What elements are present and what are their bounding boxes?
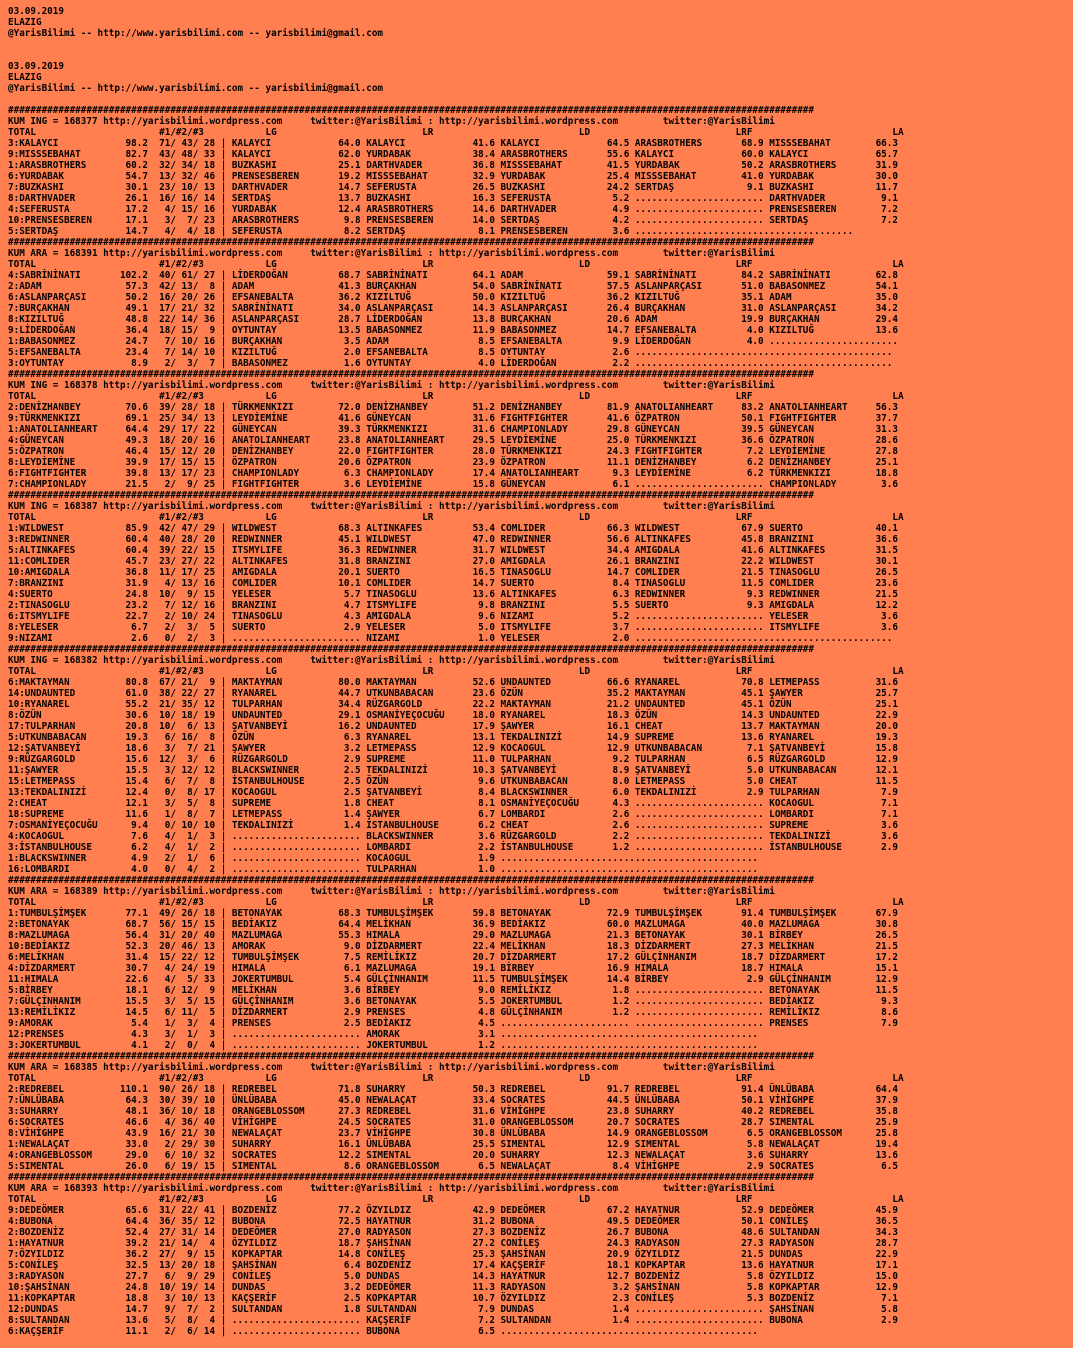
- table-row: 3:İSTANBULHOUSE 6.2 4/ 1/ 2 | ....................... LOMBARDI 2.2 İSTANBULHOUSE 1.2 ....................... İSTANBULHOUSE 2.9: [8, 842, 898, 853]
- table-row: 1:HAYATNUR 39.2 21/ 14/ 4 | ÖZYILDIZ 18.7 ŞAHSİNAN 27.2 CONİLEŞ 24.3 RADYASON 27.3 RADYASON 28.7: [8, 1238, 898, 1249]
- table-row: 6:ASLANPARÇASI 50.2 16/ 20/ 26 | EFSANEBALTA 36.2 KIZILTUĞ 50.0 KIZILTUĞ 36.2 KIZILTUĞ 35.1 ADAM 35.0: [8, 292, 898, 303]
- section-title: KUM ING = 168377 http://yarisbilimi.wordpress.com twitter:@YarisBilimi : http://yarisbilimi.wordpress.com twitter:@YarisBilimi: [8, 116, 775, 127]
- table-row: 5:ALTINKAFES 60.4 39/ 22/ 15 | ITSMYLIFE 36.3 REDWINNER 31.7 WILDWEST 34.4 AMIGDALA 41.6 ALTINKAFES 31.5: [8, 545, 898, 556]
- table-row: 10:ŞAHSİNAN 24.8 10/ 19/ 14 | DUNDAS 3.2 DEDEÖMER 11.3 RADYASON 3.2 ŞAHSİNAN 5.8 KOPKAPTAR 12.9: [8, 1282, 898, 1293]
- table-row: 3:RADYASON 27.7 6/ 9/ 29 | CONİLEŞ 5.0 DUNDAS 14.3 HAYATNUR 12.7 BOZDENİZ 5.8 ÖZYILDIZ 15.0: [8, 1271, 898, 1282]
- table-row: 7:GÜLÇİNHANIM 15.5 3/ 5/ 15 | GÜLÇİNHANIM 3.6 BETONAYAK 5.5 JOKERTUMBUL 1.2 ....................... BEDİAKIZ 9.3: [8, 996, 898, 1007]
- table-row: 1:ARASBROTHERS 60.2 32/ 34/ 18 | BUZKASHI 25.1 DARTHVADER 36.8 MISSSEBAHAT 41.5 YURDABAK 50.2 ARASBROTHERS 31.9: [8, 160, 898, 171]
- table-row: 13:TEKDALINIZİ 12.4 0/ 8/ 17 | KOCAOGUL 2.5 ŞATVANBEYİ 8.4 BLACKSWINNER 6.0 TEKDALINIZİ 2.9 TULPARHAN 7.9: [8, 787, 898, 798]
- table-row: 9:NIZAMI 2.6 0/ 2/ 3 | ....................... NIZAMI 1.0 YELESER 2.0 ..............................................: [8, 633, 893, 644]
- table-row: 10:RYANAREL 55.2 21/ 35/ 12 | TULPARHAN 34.4 RÜZGARGOLD 22.2 MAKTAYMAN 21.2 UNDAUNTED 45.1 ÖZÜN 25.1: [8, 699, 898, 710]
- column-header: TOTAL #1/#2/#3 LG LR LD LRF LA: [8, 1073, 904, 1084]
- section-separator: ################################################################################################################################################: [8, 105, 814, 116]
- column-header: TOTAL #1/#2/#3 LG LR LD LRF LA: [8, 391, 904, 402]
- table-row: 9:AMORAK 5.4 1/ 3/ 4 | PRENSES 2.5 BEDİAKIZ 4.5 ....................... ....................... PRENSES 7.9: [8, 1018, 898, 1029]
- section-separator: ################################################################################################################################################: [8, 644, 814, 655]
- race-report: [8, 6, 904, 1337]
- table-row: 3:SUHARRY 48.1 36/ 10/ 18 | ORANGEBLOSSOM 27.3 REDREBEL 31.6 VİHİGHPE 23.8 SUHARRY 40.2 REDREBEL 35.8: [8, 1106, 898, 1117]
- table-row: 5:BİRBEY 18.1 6/ 12/ 9 | MELİKHAN 3.6 BİRBEY 9.0 REMİLİKIZ 1.8 ....................... BETONAYAK 11.5: [8, 985, 898, 996]
- section-separator: ################################################################################################################################################: [8, 875, 814, 886]
- table-row: 1:TUMBULŞİMŞEK 77.1 49/ 26/ 18 | BETONAYAK 68.3 TUMBULŞİMŞEK 59.8 BETONAYAK 72.9 TUMBULŞİMŞEK 91.4 TUMBULŞİMŞEK 67.9: [8, 908, 898, 919]
- table-row: 3:KALAYCI 98.2 71/ 43/ 28 | KALAYCI 64.0 KALAYCI 41.6 KALAYCI 64.5 ARASBROTHERS 68.9 MISSSEBAHAT 66.3: [8, 138, 898, 149]
- table-row: 1:NEWALAÇAT 33.0 2/ 29/ 30 | SUHARRY 16.1 ÜNLÜBABA 25.5 SIMENTAL 12.9 SIMENTAL 5.8 NEWALAÇAT 19.4: [8, 1139, 898, 1150]
- section-separator: ################################################################################################################################################: [8, 369, 814, 380]
- table-row: 4:SEFERUSTA 17.2 4/ 15/ 16 | YURDABAK 12.4 ARASBROTHERS 14.6 DARTHVADER 4.9 ....................... PRENSESBEREN 7.2: [8, 204, 898, 215]
- table-row: 7:CHAMPIONLADY 21.5 2/ 9/ 25 | FIGHTFIGHTER 3.6 LEYDİEMİNE 15.8 GÜNEYCAN 6.1 ....................... CHAMPIONLADY 3.6: [8, 479, 898, 490]
- table-row: 4:DİZDARMERT 30.7 4/ 24/ 19 | HIMALA 6.1 MAZLUMAGA 19.1 BİRBEY 16.9 HIMALA 18.7 HIMALA 15.1: [8, 963, 898, 974]
- table-row: 8:ÖZÜN 30.6 10/ 18/ 19 | UNDAUNTED 29.1 OSMANİYEÇOCUĞU 18.0 RYANAREL 18.3 ÖZÜN 14.3 UNDAUNTED 22.9: [8, 710, 898, 721]
- spacer: [8, 50, 904, 61]
- table-row: 8:VİHİGHPE 43.9 16/ 21/ 30 | NEWALAÇAT 23.7 VİHİGHPE 30.8 ÜNLÜBABA 14.9 ORANGEBLOSSOM 6.5 ORANGEBLOSSOM 25.8: [8, 1128, 898, 1139]
- table-row: 5:SERTDAŞ 14.7 4/ 4/ 18 | SEFERUSTA 8.2 SERTDAŞ 8.1 PRENSESBEREN 3.6 .......................................: [8, 226, 854, 237]
- table-row: 6:YURDABAK 54.7 13/ 32/ 46 | PRENSESBEREN 19.2 MISSSEBAHAT 32.9 YURDABAK 25.4 MISSSEBAHAT 41.0 YURDABAK 30.0: [8, 171, 898, 182]
- table-row: 8:KIZILTUĞ 48.8 22/ 14/ 36 | ASLANPARÇASI 28.7 LİDERDOĞAN 13.8 BURÇAKHAN 20.6 ADAM 19.9 BURÇAKHAN 29.4: [8, 314, 898, 325]
- section-separator: ################################################################################################################################################: [8, 1172, 814, 1183]
- table-row: 5:UTKUNBABACAN 19.3 6/ 16/ 8 | ÖZÜN 6.3 RYANAREL 13.1 TEKDALINIZİ 14.9 SUPREME 13.6 RYANAREL 19.3: [8, 732, 898, 743]
- table-row: 6:FIGHTFIGHTER 39.8 13/ 17/ 23 | CHAMPIONLADY 6.3 CHAMPIONLADY 17.4 ANATOLIANHEART 9.3 LEYDİEMİNE 6.2 TÜRKMENKIZI 18.8: [8, 468, 898, 479]
- table-row: 3:OYTUNTAY 8.9 2/ 3/ 7 | BABASONMEZ 1.6 OYTUNTAY 4.0 LİDERDOĞAN 2.2 ..............................................: [8, 358, 893, 369]
- table-row: 4:KOCAOGUL 7.6 4/ 1/ 3 | ....................... BLACKSWINNER 3.6 RÜZGARGOLD 2.2 ....................... TEKDALINIZİ 3.6: [8, 831, 898, 842]
- section-title: KUM ARA = 168389 http://yarisbilimi.wordpress.com twitter:@YarisBilimi : http://yarisbilimi.wordpress.com twitter:@YarisBilimi: [8, 886, 775, 897]
- table-row: 8:MAZLUMAGA 56.4 31/ 20/ 40 | MAZLUMAGA 55.3 HIMALA 29.0 MAZLUMAGA 21.3 BETONAYAK 30.1 BİRBEY 26.5: [8, 930, 898, 941]
- table-row: 17:TULPARHAN 20.8 10/ 6/ 13 | ŞATVANBEYİ 16.2 UNDAUNTED 17.9 ŞAWYER 16.1 CHEAT 13.7 MAKTAYMAN 20.0: [8, 721, 898, 732]
- column-header: TOTAL #1/#2/#3 LG LR LD LRF LA: [8, 666, 904, 677]
- table-row: 7:BRANZINI 31.9 4/ 13/ 16 | COMLIDER 10.1 COMLIDER 14.7 SUERTO 8.4 TINASOGLU 11.5 COMLIDER 23.6: [8, 578, 898, 589]
- table-row: 6:MAKTAYMAN 80.8 67/ 21/ 9 | MAKTAYMAN 80.0 MAKTAYMAN 52.6 UNDAUNTED 66.6 RYANAREL 70.8 LETMEPASS 31.6: [8, 677, 898, 688]
- section-title: KUM ARA = 168393 http://yarisbilimi.wordpress.com twitter:@YarisBilimi : http://yarisbilimi.wordpress.com twitter:@YarisBilimi: [8, 1183, 775, 1194]
- table-row: 6:KAÇŞERİF 11.1 2/ 6/ 14 | ....................... BUBONA 6.5 ..............................................: [8, 1326, 759, 1337]
- table-row: 4:BUBONA 64.4 36/ 35/ 12 | BUBONA 72.5 HAYATNUR 31.2 BUBONA 49.5 DEDEÖMER 50.1 CONİLEŞ 36.5: [8, 1216, 898, 1227]
- report-date: 03.09.2019: [8, 61, 64, 72]
- table-row: 4:GÜNEYCAN 49.3 18/ 20/ 16 | ANATOLIANHEART 23.8 ANATOLIANHEART 29.5 LEYDİEMİNE 25.0 TÜRKMENKIZI 36.6 ÖZPATRON 28.6: [8, 435, 898, 446]
- table-row: 10:AMIGDALA 36.8 11/ 17/ 25 | AMIGDALA 20.1 SUERTO 16.5 TINASOGLU 14.7 COMLIDER 21.5 TINASOGLU 26.5: [8, 567, 898, 578]
- table-row: 10:PRENSESBEREN 17.1 3/ 7/ 23 | ARASBROTHERS 9.8 PRENSESBEREN 14.0 SERTDAŞ 4.2 ....................... SERTDAŞ 7.2: [8, 215, 898, 226]
- column-header: TOTAL #1/#2/#3 LG LR LD LRF LA: [8, 512, 904, 523]
- column-header: TOTAL #1/#2/#3 LG LR LD LRF LA: [8, 259, 904, 270]
- table-row: 2:ADAM 57.3 42/ 13/ 8 | ADAM 41.3 BURÇAKHAN 54.0 SABRİNİNATI 57.5 ASLANPARÇASI 51.0 BABASONMEZ 54.1: [8, 281, 898, 292]
- section-title: KUM ING = 168382 http://yarisbilimi.wordpress.com twitter:@YarisBilimi : http://yarisbilimi.wordpress.com twitter:@YarisBilimi: [8, 655, 775, 666]
- table-row: 6:SOCRATES 46.6 4/ 36/ 40 | VİHİGHPE 24.5 SOCRATES 31.0 ORANGEBLOSSOM 20.7 SOCRATES 28.7 SIMENTAL 25.9: [8, 1117, 898, 1128]
- table-row: 9:LİDERDOĞAN 36.4 18/ 15/ 9 | OYTUNTAY 13.5 BABASONMEZ 11.9 BABASONMEZ 14.7 EFSANEBALTA 4.0 KIZILTUĞ 13.6: [8, 325, 898, 336]
- table-row: 9:MISSSEBAHAT 82.7 43/ 48/ 33 | KALAYCI 62.0 YURDABAK 38.4 ARASBROTHERS 55.6 KALAYCI 60.0 KALAYCI 65.7: [8, 149, 898, 160]
- column-header: TOTAL #1/#2/#3 LG LR LD LRF LA: [8, 127, 904, 138]
- table-row: 11:HIMALA 22.6 4/ 5/ 33 | JOKERTUMBUL 5.4 GÜLÇİNHANIM 11.5 TUMBULŞİMŞEK 14.4 BİRBEY 2.9 GÜLÇİNHANIM 12.9: [8, 974, 898, 985]
- table-row: 4:ORANGEBLOSSOM 29.0 6/ 10/ 32 | SOCRATES 12.2 SIMENTAL 20.0 SUHARRY 12.3 NEWALAÇAT 3.6 SUHARRY 13.6: [8, 1150, 898, 1161]
- table-row: 8:YELESER 6.7 2/ 3/ 5 | SUERTO 2.9 YELESER 5.0 ITSMYLIFE 3.7 ....................... ITSMYLIFE 3.6: [8, 622, 898, 633]
- table-row: 7:BURÇAKHAN 49.1 17/ 21/ 32 | SABRİNİNATI 34.0 ASLANPARÇASI 14.3 ASLANPARÇASI 26.4 BURÇAKHAN 31.0 ASLANPARÇASI 34.2: [8, 303, 898, 314]
- table-row: 2:TINASOGLU 23.2 7/ 12/ 16 | BRANZINI 4.7 ITSMYLIFE 9.8 BRANZINI 5.5 SUERTO 9.3 AMIGDALA 12.2: [8, 600, 898, 611]
- table-row: 8:SULTANDAN 13.6 5/ 8/ 4 | ....................... KAÇŞERİF 7.2 SULTANDAN 1.4 ....................... BUBONA 2.9: [8, 1315, 898, 1326]
- section-separator: ################################################################################################################################################: [8, 237, 814, 248]
- table-row: 1:BABASONMEZ 24.7 7/ 10/ 16 | BURÇAKHAN 3.5 ADAM 8.5 EFSANEBALTA 9.9 LİDERDOĞAN 4.0 .......................: [8, 336, 898, 347]
- spacer: [8, 94, 904, 105]
- table-row: 2:REDREBEL 110.1 90/ 26/ 18 | REDREBEL 71.8 SUHARRY 50.3 REDREBEL 91.7 REDREBEL 91.4 ÜNLÜBABA 64.4: [8, 1084, 898, 1095]
- table-row: 4:SUERTO 24.8 10/ 9/ 15 | YELESER 5.7 TINASOGLU 13.6 ALTINKAFES 6.3 REDWINNER 9.3 REDWINNER 21.5: [8, 589, 898, 600]
- table-row: 1:ANATOLIANHEART 64.4 29/ 17/ 22 | GÜNEYCAN 39.3 TÜRKMENKIZI 31.6 CHAMPIONLADY 29.8 GÜNEYCAN 39.5 GÜNEYCAN 31.3: [8, 424, 898, 435]
- report-contact: @YarisBilimi -- http://www.yarisbilimi.com -- yarisbilimi@gmail.com: [8, 83, 384, 94]
- column-header: TOTAL #1/#2/#3 LG LR LD LRF LA: [8, 897, 904, 908]
- section-title: KUM ING = 168387 http://yarisbilimi.wordpress.com twitter:@YarisBilimi : http://yarisbilimi.wordpress.com twitter:@YarisBilimi: [8, 501, 775, 512]
- table-row: 11:COMLIDER 45.7 23/ 27/ 22 | ALTINKAFES 31.8 BRANZINI 27.0 AMIGDALA 26.1 BRANZINI 22.2 WILDWEST 30.1: [8, 556, 898, 567]
- table-row: 1:BLACKSWINNER 4.9 2/ 1/ 6 | ....................... KOCAOGUL 1.9 ..............................................: [8, 853, 759, 864]
- table-row: 8:DARTHVADER 26.1 16/ 16/ 14 | SERTDAŞ 13.7 BUZKASHI 16.3 SEFERUSTA 5.2 ....................... DARTHVADER 9.1: [8, 193, 898, 204]
- table-row: 5:ÖZPATRON 46.4 15/ 12/ 20 | DENİZHANBEY 22.0 FIGHTFIGHTER 28.0 TÜRKMENKIZI 24.3 FIGHTFIGHTER 7.2 LEYDİEMİNE 27.8: [8, 446, 898, 457]
- table-row: 3:JOKERTUMBUL 4.1 2/ 0/ 4 | ....................... JOKERTUMBUL 1.2 ..............................................: [8, 1040, 759, 1051]
- table-row: 11:KOPKAPTAR 18.8 3/ 10/ 13 | KAÇŞERİF 2.5 KOPKAPTAR 10.7 ÖZYILDIZ 2.3 CONİLEŞ 5.3 BOZDENİZ 7.1: [8, 1293, 898, 1304]
- table-row: 2:DENİZHANBEY 70.6 39/ 28/ 18 | TÜRKMENKIZI 72.0 DENİZHANBEY 51.2 DENİZHANBEY 81.9 ANATOLIANHEART 83.2 ANATOLIANHEART 56.3: [8, 402, 898, 413]
- table-row: 9:RÜZGARGOLD 15.6 12/ 3/ 6 | RÜZGARGOLD 2.9 SUPREME 11.0 TULPARHAN 9.2 TULPARHAN 6.5 RÜZGARGOLD 12.9: [8, 754, 898, 765]
- report-date: 03.09.2019: [8, 6, 64, 17]
- table-row: 16:LOMBARDI 4.0 0/ 4/ 2 | ....................... TULPARHAN 1.0 ..............................................: [8, 864, 759, 875]
- table-row: 8:LEYDİEMİNE 39.9 17/ 15/ 15 | ÖZPATRON 20.6 ÖZPATRON 23.9 ÖZPATRON 11.1 DENİZHANBEY 6.2 DENİZHANBEY 25.1: [8, 457, 898, 468]
- table-row: 5:EFSANEBALTA 23.4 7/ 14/ 10 | KIZILTUĞ 2.0 EFSANEBALTA 8.5 OYTUNTAY 2.6 ..............................................: [8, 347, 893, 358]
- table-row: 18:SUPREME 11.6 1/ 8/ 7 | LETMEPASS 1.4 ŞAWYER 6.7 LOMBARDI 2.6 ....................... LOMBARDI 7.1: [8, 809, 898, 820]
- table-row: 9:TÜRKMENKIZI 69.1 25/ 34/ 13 | LEYDİEMİNE 41.6 GÜNEYCAN 31.6 FIGHTFIGHTER 41.6 ÖZPATRON 50.1 FIGHTFIGHTER 37.7: [8, 413, 898, 424]
- section-title: KUM ARA = 168391 http://yarisbilimi.wordpress.com twitter:@YarisBilimi : http://yarisbilimi.wordpress.com twitter:@YarisBilimi: [8, 248, 775, 259]
- section-title: KUM ARA = 168385 http://yarisbilimi.wordpress.com twitter:@YarisBilimi : http://yarisbilimi.wordpress.com twitter:@YarisBilimi: [8, 1062, 775, 1073]
- table-row: 7:ÖZYILDIZ 36.2 27/ 9/ 15 | KOPKAPTAR 14.8 CONİLEŞ 25.3 ŞAHSİNAN 20.9 ÖZYILDIZ 21.5 DUNDAS 22.9: [8, 1249, 898, 1260]
- table-row: 11:ŞAWYER 15.5 3/ 12/ 12 | BLACKSWINNER 2.5 TEKDALINIZİ 10.3 ŞATVANBEYİ 8.9 ŞATVANBEYİ 5.0 UTKUNBABACAN 12.1: [8, 765, 898, 776]
- table-row: 9:DEDEÖMER 65.6 31/ 22/ 41 | BOZDENİZ 77.2 ÖZYILDIZ 42.9 DEDEÖMER 67.2 HAYATNUR 52.9 DEDEÖMER 45.9: [8, 1205, 898, 1216]
- table-row: 4:SABRİNİNATI 102.2 40/ 61/ 27 | LİDERDOĞAN 68.7 SABRİNİNATI 64.1 ADAM 59.1 SABRİNİNATI 84.2 SABRİNİNATI 62.8: [8, 270, 898, 281]
- table-row: 3:REDWINNER 60.4 40/ 28/ 20 | REDWINNER 45.1 WILDWEST 47.0 REDWINNER 56.6 ALTINKAFES 45.8 BRANZINI 36.6: [8, 534, 898, 545]
- section-separator: ################################################################################################################################################: [8, 1051, 814, 1062]
- table-row: 15:LETMEPASS 15.4 6/ 7/ 8 | İSTANBULHOUSE 2.5 ÖZÜN 9.6 UTKUNBABACAN 8.0 LETMEPASS 5.0 CHEAT 11.5: [8, 776, 898, 787]
- table-row: 7:ÜNLÜBABA 64.3 30/ 39/ 10 | ÜNLÜBABA 45.0 NEWALAÇAT 33.4 SOCRATES 44.5 ÜNLÜBABA 50.1 VİHİGHPE 37.9: [8, 1095, 898, 1106]
- table-row: 2:CHEAT 12.1 3/ 5/ 8 | SUPREME 1.8 CHEAT 8.1 OSMANİYEÇOCUĞU 4.3 ....................... KOCAOGUL 7.1: [8, 798, 898, 809]
- table-row: 10:BEDİAKIZ 52.3 20/ 46/ 13 | AMORAK 9.0 DİZDARMERT 22.4 MELİKHAN 18.3 DİZDARMERT 27.3 MELİKHAN 21.5: [8, 941, 898, 952]
- spacer: [8, 39, 904, 50]
- table-row: 7:OSMANİYEÇOCUĞU 9.4 0/ 10/ 10 | TEKDALINIZİ 1.4 İSTANBULHOUSE 6.2 CHEAT 2.6 ....................... SUPREME 3.6: [8, 820, 898, 831]
- table-row: 5:SIMENTAL 26.0 6/ 19/ 15 | SIMENTAL 8.6 ORANGEBLOSSOM 6.5 NEWALAÇAT 8.4 VİHİGHPE 2.9 SOCRATES 6.5: [8, 1161, 898, 1172]
- report-contact: @YarisBilimi -- http://www.yarisbilimi.com -- yarisbilimi@gmail.com: [8, 28, 384, 39]
- table-row: 12:ŞATVANBEYİ 18.6 3/ 7/ 21 | ŞAWYER 3.2 LETMEPASS 12.9 KOCAOGUL 12.9 UTKUNBABACAN 7.1 ŞATVANBEYİ 15.8: [8, 743, 898, 754]
- column-header: TOTAL #1/#2/#3 LG LR LD LRF LA: [8, 1194, 904, 1205]
- table-row: 5:CONİLEŞ 32.5 13/ 20/ 18 | ŞAHSİNAN 6.4 BOZDENİZ 17.4 KAÇŞERİF 18.1 KOPKAPTAR 13.6 HAYATNUR 17.1: [8, 1260, 898, 1271]
- table-row: 12:DUNDAS 14.7 9/ 7/ 2 | SULTANDAN 1.8 SULTANDAN 7.9 DUNDAS 1.4 ....................... ŞAHSİNAN 5.8: [8, 1304, 898, 1315]
- table-row: 1:WILDWEST 85.9 42/ 47/ 29 | WILDWEST 68.3 ALTINKAFES 53.4 COMLIDER 66.3 WILDWEST 67.9 SUERTO 40.1: [8, 523, 898, 534]
- table-row: 2:BETONAYAK 68.7 56/ 15/ 15 | BEDİAKIZ 64.4 MELİKHAN 36.9 BEDİAKIZ 60.0 MAZLUMAGA 40.0 MAZLUMAGA 30.8: [8, 919, 898, 930]
- section-separator: ################################################################################################################################################: [8, 490, 814, 501]
- table-row: 6:MELİKHAN 31.4 15/ 22/ 12 | TUMBULŞİMŞEK 7.5 REMİLİKIZ 20.7 DİZDARMERT 17.2 GÜLÇİNHANIM 18.7 DİZDARMERT 17.2: [8, 952, 898, 963]
- table-row: 12:PRENSES 4.3 3/ 1/ 3 | ....................... AMORAK 3.1 ..............................................: [8, 1029, 759, 1040]
- section-title: KUM ING = 168378 http://yarisbilimi.wordpress.com twitter:@YarisBilimi : http://yarisbilimi.wordpress.com twitter:@YarisBilimi: [8, 380, 775, 391]
- report-city: ELAZIG: [8, 17, 42, 28]
- table-row: 13:REMİLİKIZ 14.5 6/ 11/ 5 | DİZDARMERT 2.9 PRENSES 4.8 GÜLÇİNHANIM 1.2 ....................... REMİLİKIZ 8.6: [8, 1007, 898, 1018]
- table-row: 2:BOZDENİZ 52.4 27/ 31/ 14 | DEDEÖMER 27.0 RADYASON 27.3 BOZDENİZ 26.7 BUBONA 48.6 SULTANDAN 34.3: [8, 1227, 898, 1238]
- table-row: 14:UNDAUNTED 61.0 38/ 22/ 27 | RYANAREL 44.7 UTKUNBABACAN 23.6 ÖZÜN 35.2 MAKTAYMAN 45.1 ŞAWYER 25.7: [8, 688, 898, 699]
- table-row: 7:BUZKASHI 30.1 23/ 10/ 13 | DARTHVADER 14.7 SEFERUSTA 26.5 BUZKASHI 24.2 SERTDAŞ 9.1 BUZKASHI 11.7: [8, 182, 898, 193]
- table-row: 6:ITSMYLIFE 22.7 2/ 10/ 24 | TINASOGLU 4.3 AMIGDALA 9.6 NIZAMI 5.2 ....................... YELESER 3.6: [8, 611, 898, 622]
- report-city: ELAZIG: [8, 72, 42, 83]
